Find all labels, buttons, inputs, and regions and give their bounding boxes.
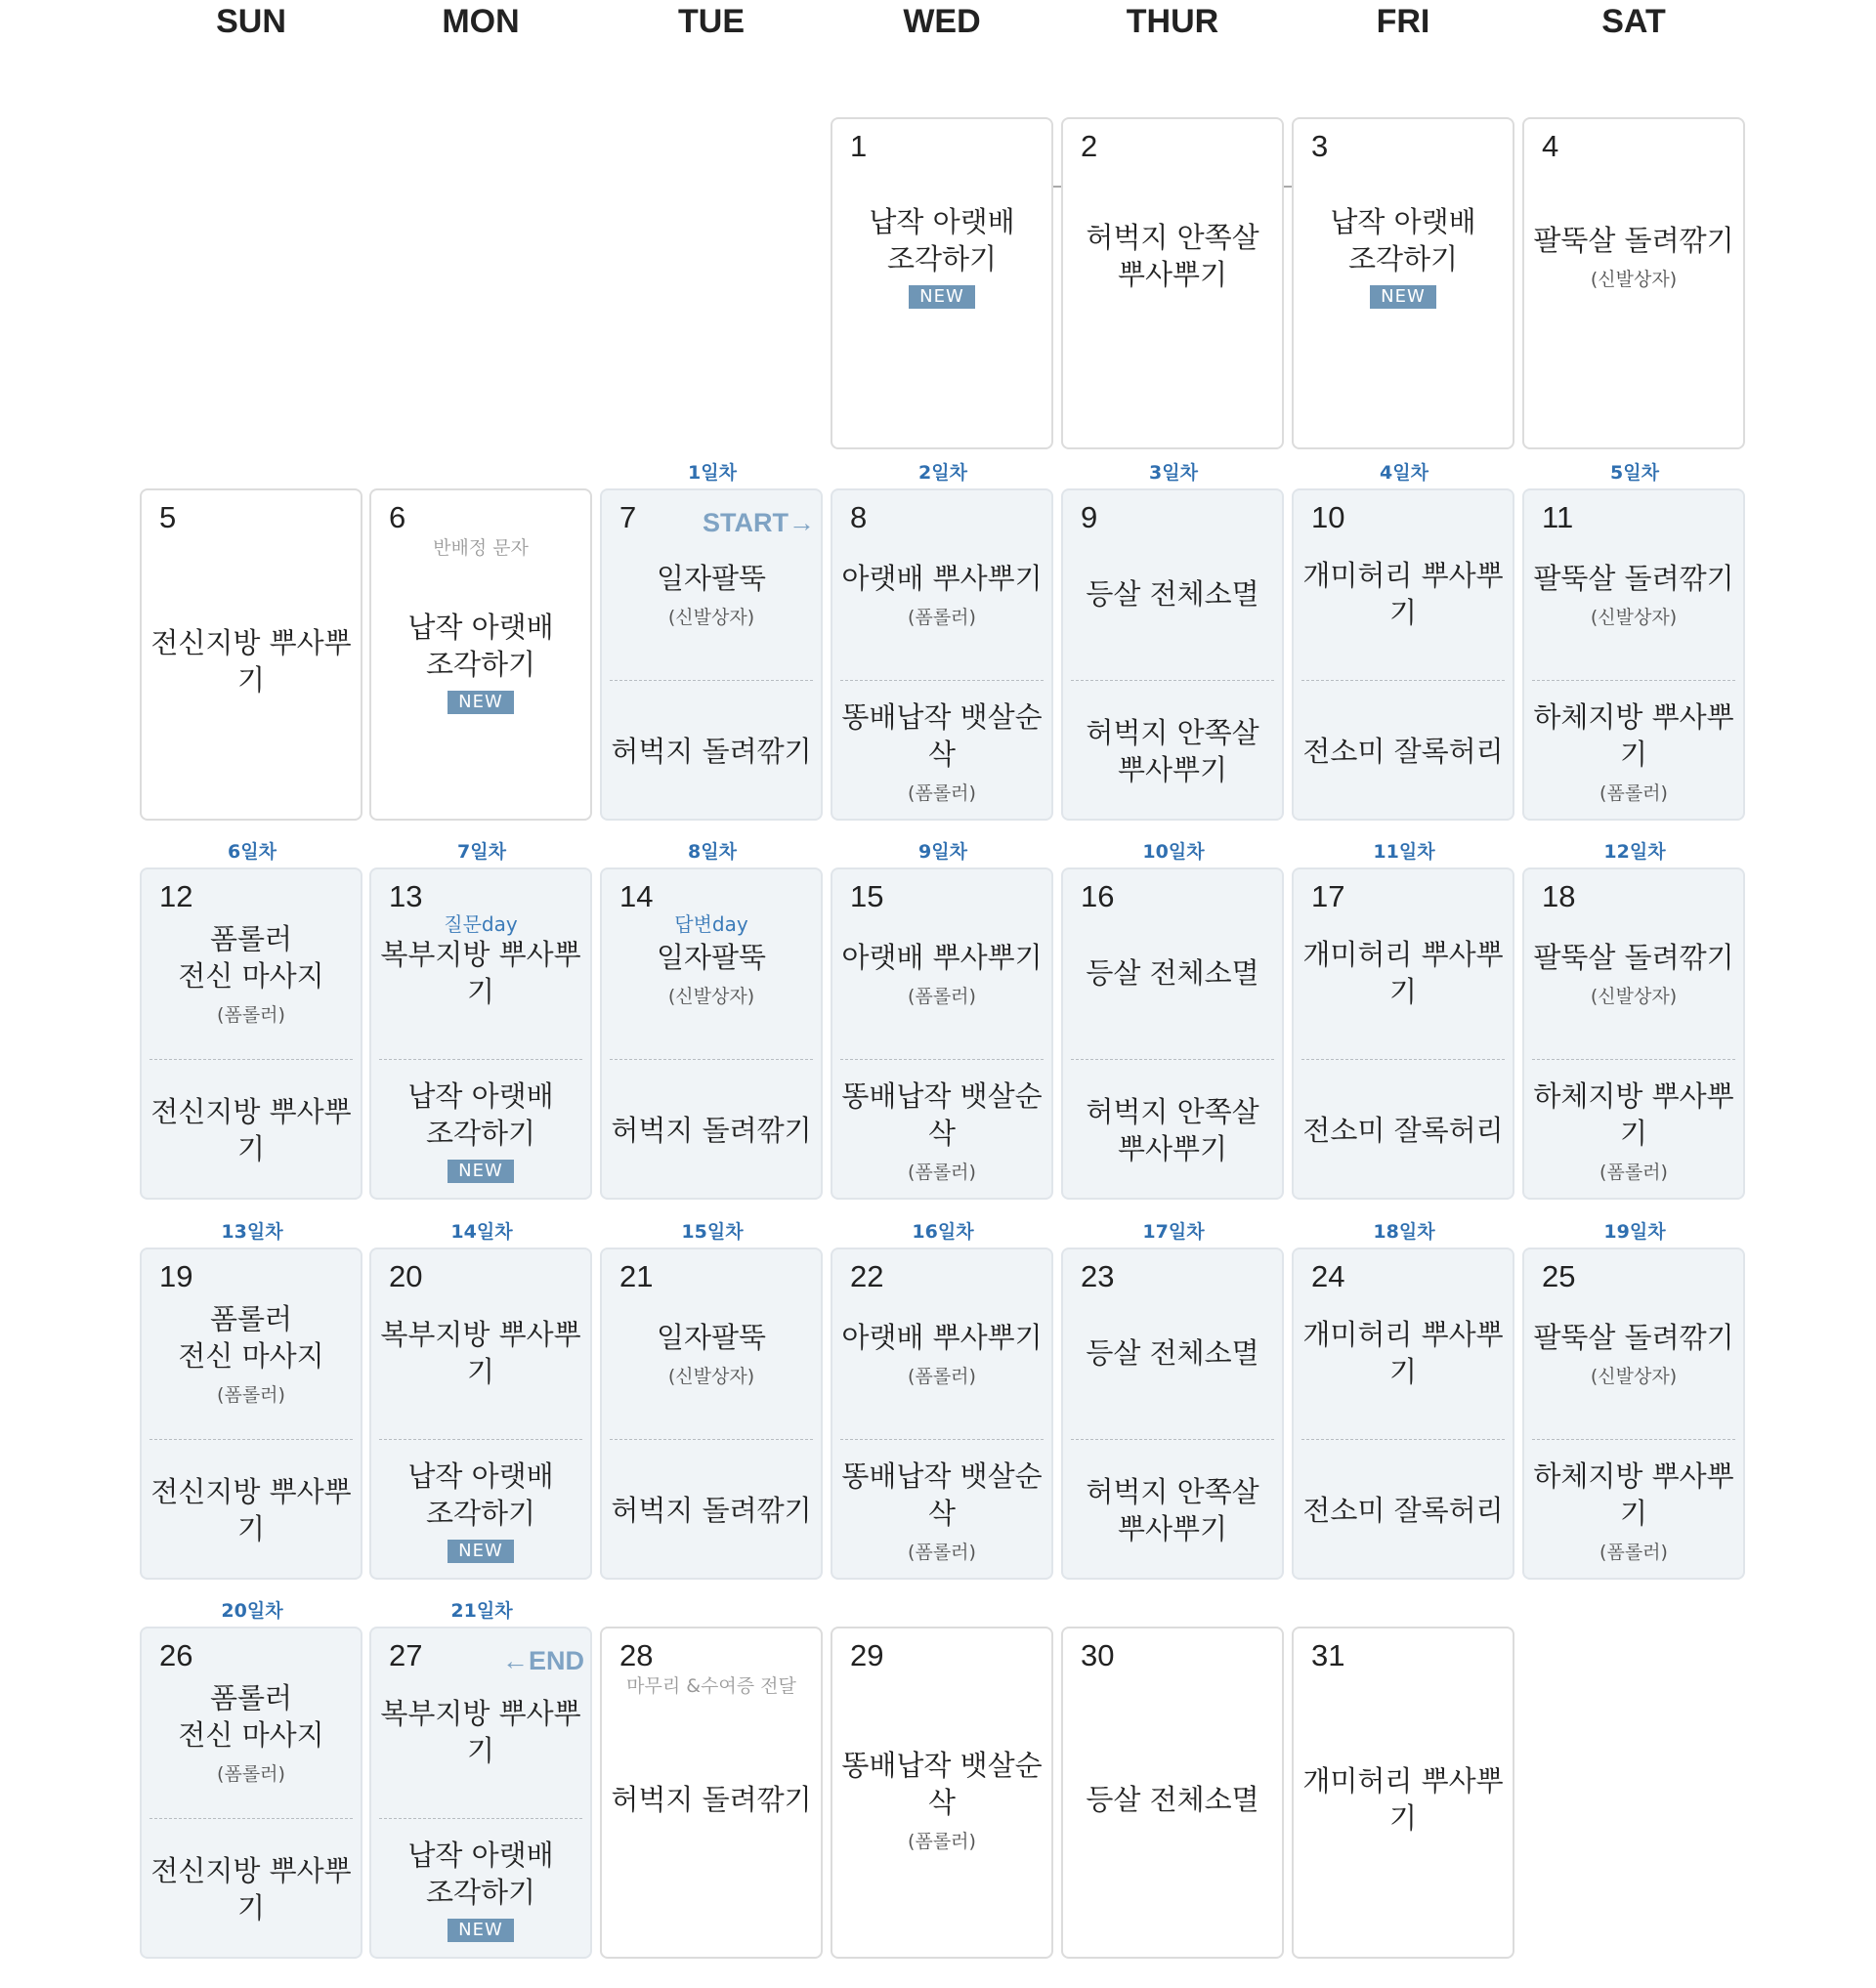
session-bottom bbox=[371, 1059, 590, 1200]
new-badge: NEW bbox=[909, 285, 975, 309]
equipment-label: (폼롤러) bbox=[1599, 782, 1668, 804]
day-cell-19[interactable] bbox=[140, 1248, 362, 1580]
day-number: 23 bbox=[1081, 1259, 1115, 1293]
activity-label: 똥배납작 뱃살순삭 bbox=[841, 1748, 1043, 1819]
session bbox=[602, 1628, 821, 1959]
session-top bbox=[602, 869, 821, 1059]
day-number: 21 bbox=[619, 1259, 654, 1293]
session-bottom bbox=[371, 1818, 590, 1959]
activity-label: 개미허리 뿌사뿌기 bbox=[1302, 938, 1504, 1008]
day-cell-15[interactable] bbox=[831, 867, 1053, 1200]
session-top bbox=[1294, 869, 1513, 1059]
activity-label: 팔뚝살 돌려깎기 bbox=[1533, 223, 1734, 257]
equipment-label: (폼롤러) bbox=[908, 782, 976, 804]
day-number: 24 bbox=[1311, 1259, 1345, 1293]
new-badge: NEW bbox=[448, 1919, 514, 1942]
day-note: 반배정 문자 bbox=[433, 537, 529, 559]
session bbox=[1063, 119, 1282, 354]
activity-label: 전신지방 뿌사뿌기 bbox=[150, 626, 352, 697]
session bbox=[142, 490, 361, 821]
day-cell-31[interactable] bbox=[1292, 1627, 1514, 1959]
session-top bbox=[832, 1249, 1051, 1439]
day-cell-24[interactable] bbox=[1292, 1248, 1514, 1580]
session-bottom bbox=[602, 1059, 821, 1200]
activity-label: 허벅지 돌려깎기 bbox=[611, 1783, 812, 1816]
session-top bbox=[1294, 490, 1513, 680]
session-bottom bbox=[832, 1439, 1051, 1580]
day-number: 12 bbox=[159, 879, 193, 913]
session-bottom bbox=[1524, 1059, 1743, 1200]
day-number: 31 bbox=[1311, 1638, 1345, 1672]
day-cell-29[interactable] bbox=[831, 1627, 1053, 1959]
day-number: 13 bbox=[389, 879, 423, 913]
day-count-label: 6일차 bbox=[228, 841, 277, 863]
session-top bbox=[1524, 869, 1743, 1059]
equipment-label: (폼롤러) bbox=[908, 985, 976, 1007]
weekday-header: WED bbox=[903, 3, 981, 40]
equipment-label: (폼롤러) bbox=[217, 1762, 285, 1785]
day-cell-28[interactable] bbox=[600, 1627, 823, 1959]
day-count-label: 13일차 bbox=[221, 1221, 283, 1243]
session-top bbox=[142, 1249, 361, 1439]
activity-label: 개미허리 뿌사뿌기 bbox=[1302, 559, 1504, 629]
equipment-label: (신발상자) bbox=[667, 1365, 755, 1387]
day-cell-21[interactable] bbox=[600, 1248, 823, 1580]
session-bottom bbox=[142, 1439, 361, 1580]
end-marker: ←END bbox=[501, 1646, 584, 1675]
day-count-label: 20일차 bbox=[221, 1600, 283, 1622]
session-bottom bbox=[602, 1439, 821, 1580]
session-bottom bbox=[1294, 1439, 1513, 1580]
day-cell-25[interactable] bbox=[1522, 1248, 1745, 1580]
session-top bbox=[1063, 1249, 1282, 1439]
activity-label: 허벅지 안쪽살 뿌사뿌기 bbox=[1086, 1475, 1259, 1545]
day-number: 7 bbox=[619, 500, 637, 534]
equipment-label: (신발상자) bbox=[1590, 606, 1678, 628]
activity-label: 전신지방 뿌사뿌기 bbox=[150, 1095, 352, 1165]
activity-label: 허벅지 안쪽살 뿌사뿌기 bbox=[1086, 221, 1259, 291]
session-bottom bbox=[1063, 1059, 1282, 1200]
session bbox=[832, 119, 1051, 354]
equipment-label: (폼롤러) bbox=[217, 1003, 285, 1026]
day-number: 26 bbox=[159, 1638, 193, 1672]
activity-label: 폼롤러 전신 마사지 bbox=[178, 1301, 324, 1373]
day-cell-6[interactable] bbox=[369, 488, 592, 821]
equipment-label: (폼롤러) bbox=[908, 1161, 976, 1183]
session-bottom bbox=[1294, 1059, 1513, 1200]
session bbox=[1294, 1628, 1513, 1959]
activity-label: 일자팔뚝 bbox=[656, 1320, 767, 1354]
session-top bbox=[371, 1249, 590, 1439]
day-cell-23[interactable] bbox=[1061, 1248, 1284, 1580]
session-top bbox=[832, 490, 1051, 680]
activity-label: 복부지방 뿌사뿌기 bbox=[380, 938, 581, 1008]
day-number: 5 bbox=[159, 500, 177, 534]
day-cell-5[interactable] bbox=[140, 488, 362, 821]
day-cell-8[interactable] bbox=[831, 488, 1053, 821]
day-count-label: 9일차 bbox=[918, 841, 967, 863]
activity-label: 전신지방 뿌사뿌기 bbox=[150, 1475, 352, 1545]
activity-label: 등살 전체소멸 bbox=[1086, 956, 1259, 990]
session-bottom bbox=[371, 1439, 590, 1580]
activity-label: 개미허리 뿌사뿌기 bbox=[1302, 1764, 1504, 1835]
day-cell-17[interactable] bbox=[1292, 867, 1514, 1200]
session-top bbox=[1063, 869, 1282, 1059]
session-top bbox=[1294, 1249, 1513, 1439]
activity-label: 하체지방 뿌사뿌기 bbox=[1533, 1459, 1734, 1530]
day-cell-27[interactable] bbox=[369, 1627, 592, 1959]
activity-label: 전소미 잘록허리 bbox=[1302, 735, 1504, 768]
activity-label: 등살 전체소멸 bbox=[1086, 577, 1259, 611]
session-bottom bbox=[1063, 1439, 1282, 1580]
day-cell-20[interactable] bbox=[369, 1248, 592, 1580]
session-top bbox=[602, 490, 821, 680]
activity-label: 똥배납작 뱃살순삭 bbox=[841, 1459, 1043, 1530]
activity-label: 복부지방 뿌사뿌기 bbox=[380, 1318, 581, 1388]
day-count-label: 17일차 bbox=[1142, 1221, 1205, 1243]
day-count-label: 4일차 bbox=[1380, 462, 1428, 484]
activity-label: 납작 아랫배 조각하기 bbox=[1330, 205, 1476, 275]
day-cell-12[interactable] bbox=[140, 867, 362, 1200]
day-number: 28 bbox=[619, 1638, 654, 1672]
equipment-label: (신발상자) bbox=[1590, 268, 1678, 290]
day-number: 29 bbox=[850, 1638, 884, 1672]
weekday-header: SAT bbox=[1601, 3, 1666, 40]
day-note: 질문day bbox=[444, 912, 518, 936]
equipment-label: (폼롤러) bbox=[1599, 1161, 1668, 1183]
activity-label: 납작 아랫배 조각하기 bbox=[407, 1839, 554, 1909]
day-note: 마무리 &수여증 전달 bbox=[626, 1675, 796, 1697]
session-top bbox=[142, 1628, 361, 1818]
day-number: 9 bbox=[1081, 500, 1098, 534]
activity-label: 하체지방 뿌사뿌기 bbox=[1533, 1079, 1734, 1150]
new-badge: NEW bbox=[448, 691, 514, 714]
weekday-header: SUN bbox=[216, 3, 286, 40]
day-cell-1[interactable] bbox=[831, 117, 1053, 449]
equipment-label: (폼롤러) bbox=[908, 1830, 976, 1852]
equipment-label: (폼롤러) bbox=[217, 1383, 285, 1406]
day-number: 2 bbox=[1081, 129, 1098, 163]
session-top bbox=[142, 869, 361, 1059]
activity-label: 복부지방 뿌사뿌기 bbox=[380, 1697, 581, 1767]
session-top bbox=[602, 1249, 821, 1439]
day-number: 6 bbox=[389, 500, 406, 534]
day-count-label: 7일차 bbox=[457, 841, 506, 863]
equipment-label: (폼롤러) bbox=[1599, 1541, 1668, 1563]
session-top bbox=[832, 869, 1051, 1059]
day-number: 25 bbox=[1542, 1259, 1576, 1293]
weekday-header: MON bbox=[442, 3, 520, 40]
activity-label: 하체지방 뿌사뿌기 bbox=[1533, 699, 1734, 771]
activity-label: 개미허리 뿌사뿌기 bbox=[1302, 1318, 1504, 1388]
activity-label: 허벅지 안쪽살 뿌사뿌기 bbox=[1086, 716, 1259, 786]
day-cell-26[interactable] bbox=[140, 1627, 362, 1959]
session-bottom bbox=[832, 1059, 1051, 1200]
session bbox=[371, 490, 590, 821]
activity-label: 일자팔뚝 bbox=[656, 940, 767, 974]
day-number: 4 bbox=[1542, 129, 1559, 163]
session bbox=[1063, 1628, 1282, 1959]
activity-label: 똥배납작 뱃살순삭 bbox=[841, 1079, 1043, 1150]
activity-label: 전소미 잘록허리 bbox=[1302, 1114, 1504, 1147]
equipment-label: (신발상자) bbox=[667, 606, 755, 628]
activity-label: 일자팔뚝 bbox=[656, 561, 767, 595]
day-count-label: 5일차 bbox=[1610, 462, 1659, 484]
day-cell-18[interactable] bbox=[1522, 867, 1745, 1200]
session bbox=[832, 1628, 1051, 1959]
day-number: 30 bbox=[1081, 1638, 1115, 1672]
weekday-header: TUE bbox=[678, 3, 745, 40]
day-number: 27 bbox=[389, 1638, 423, 1672]
equipment-label: (신발상자) bbox=[667, 985, 755, 1007]
day-number: 3 bbox=[1311, 129, 1329, 163]
activity-label: 똥배납작 뱃살순삭 bbox=[841, 699, 1043, 771]
activity-label: 납작 아랫배 조각하기 bbox=[407, 1079, 554, 1150]
activity-label: 허벅지 돌려깎기 bbox=[611, 735, 812, 768]
equipment-label: (폼롤러) bbox=[908, 1365, 976, 1387]
session bbox=[1524, 119, 1743, 354]
session-bottom bbox=[142, 1059, 361, 1200]
day-count-label: 8일차 bbox=[688, 841, 737, 863]
activity-label: 납작 아랫배 조각하기 bbox=[407, 1459, 554, 1530]
day-cell-9[interactable] bbox=[1061, 488, 1284, 821]
day-cell-7[interactable] bbox=[600, 488, 823, 821]
new-badge: NEW bbox=[1370, 285, 1436, 309]
day-count-label: 10일차 bbox=[1142, 841, 1205, 863]
day-count-label: 1일차 bbox=[688, 462, 737, 484]
day-count-label: 3일차 bbox=[1149, 462, 1198, 484]
activity-label: 등살 전체소멸 bbox=[1086, 1336, 1259, 1370]
equipment-label: (폼롤러) bbox=[908, 1541, 976, 1563]
activity-label: 아랫배 뿌사뿌기 bbox=[841, 940, 1043, 974]
day-count-label: 11일차 bbox=[1373, 841, 1435, 863]
day-number: 15 bbox=[850, 879, 884, 913]
day-cell-2[interactable] bbox=[1061, 117, 1284, 449]
activity-label: 팔뚝살 돌려깎기 bbox=[1533, 561, 1734, 595]
day-count-label: 18일차 bbox=[1373, 1221, 1435, 1243]
day-count-label: 19일차 bbox=[1603, 1221, 1666, 1243]
day-number: 16 bbox=[1081, 879, 1115, 913]
day-count-label: 14일차 bbox=[450, 1221, 513, 1243]
day-number: 11 bbox=[1542, 500, 1574, 534]
day-note: 답변day bbox=[674, 912, 748, 936]
equipment-label: (신발상자) bbox=[1590, 985, 1678, 1007]
day-number: 8 bbox=[850, 500, 868, 534]
session-top bbox=[1063, 490, 1282, 680]
session-bottom bbox=[1524, 1439, 1743, 1580]
day-cell-13[interactable] bbox=[369, 867, 592, 1200]
new-badge: NEW bbox=[448, 1540, 514, 1563]
day-count-label: 21일차 bbox=[450, 1600, 513, 1622]
activity-label: 팔뚝살 돌려깎기 bbox=[1533, 940, 1734, 974]
day-count-label: 15일차 bbox=[681, 1221, 744, 1243]
day-cell-4[interactable] bbox=[1522, 117, 1745, 449]
weekday-header: THUR bbox=[1126, 3, 1219, 40]
day-cell-11[interactable] bbox=[1522, 488, 1745, 821]
activity-label: 허벅지 돌려깎기 bbox=[611, 1494, 812, 1527]
activity-label: 폼롤러 전신 마사지 bbox=[178, 921, 324, 993]
day-cell-3[interactable] bbox=[1292, 117, 1514, 449]
session-top bbox=[371, 869, 590, 1059]
session bbox=[1294, 119, 1513, 354]
day-number: 17 bbox=[1311, 879, 1345, 913]
session-top bbox=[371, 1628, 590, 1818]
equipment-label: (폼롤러) bbox=[908, 606, 976, 628]
session-bottom bbox=[142, 1818, 361, 1959]
day-number: 14 bbox=[619, 879, 654, 913]
day-count-label: 2일차 bbox=[918, 462, 967, 484]
session-bottom bbox=[1524, 680, 1743, 821]
activity-label: 전소미 잘록허리 bbox=[1302, 1494, 1504, 1527]
day-cell-16[interactable] bbox=[1061, 867, 1284, 1200]
session-top bbox=[1524, 1249, 1743, 1439]
activity-label: 납작 아랫배 조각하기 bbox=[869, 205, 1015, 275]
activity-label: 팔뚝살 돌려깎기 bbox=[1533, 1320, 1734, 1354]
weekday-header: FRI bbox=[1376, 3, 1430, 40]
day-cell-30[interactable] bbox=[1061, 1627, 1284, 1959]
day-count-label: 12일차 bbox=[1603, 841, 1666, 863]
session-bottom bbox=[1063, 680, 1282, 821]
session-bottom bbox=[602, 680, 821, 821]
session-top bbox=[1524, 490, 1743, 680]
day-cell-14[interactable] bbox=[600, 867, 823, 1200]
day-cell-10[interactable] bbox=[1292, 488, 1514, 821]
day-number: 22 bbox=[850, 1259, 884, 1293]
activity-label: 등살 전체소멸 bbox=[1086, 1783, 1259, 1816]
day-number: 1 bbox=[850, 129, 868, 163]
session-bottom bbox=[832, 680, 1051, 821]
activity-label: 아랫배 뿌사뿌기 bbox=[841, 1320, 1043, 1354]
day-number: 19 bbox=[159, 1259, 193, 1293]
day-cell-22[interactable] bbox=[831, 1248, 1053, 1580]
activity-label: 전신지방 뿌사뿌기 bbox=[150, 1854, 352, 1925]
equipment-label: (신발상자) bbox=[1590, 1365, 1678, 1387]
start-marker: START→ bbox=[703, 508, 815, 537]
day-number: 20 bbox=[389, 1259, 423, 1293]
day-number: 18 bbox=[1542, 879, 1576, 913]
day-number: 10 bbox=[1311, 500, 1345, 534]
activity-label: 허벅지 돌려깎기 bbox=[611, 1114, 812, 1147]
activity-label: 아랫배 뿌사뿌기 bbox=[841, 561, 1043, 595]
activity-label: 납작 아랫배 조각하기 bbox=[407, 611, 554, 681]
activity-label: 허벅지 안쪽살 뿌사뿌기 bbox=[1086, 1095, 1259, 1165]
day-count-label: 16일차 bbox=[912, 1221, 974, 1243]
activity-label: 폼롤러 전신 마사지 bbox=[178, 1680, 324, 1752]
new-badge: NEW bbox=[448, 1160, 514, 1183]
session-bottom bbox=[1294, 680, 1513, 821]
